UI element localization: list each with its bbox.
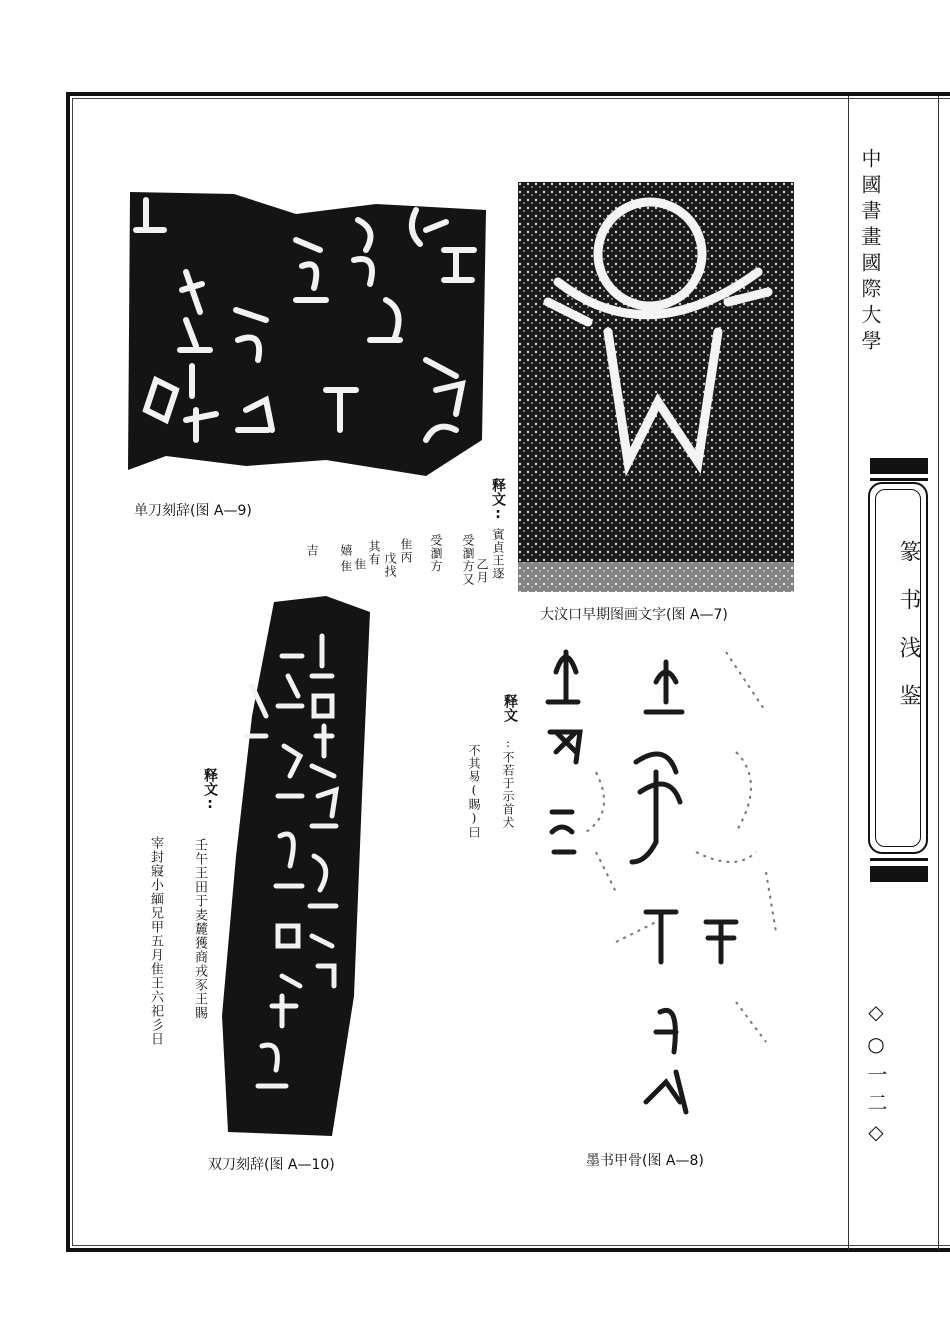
title-bar-bottom-thin bbox=[870, 858, 928, 861]
fig10-translation-line: 壬午王田于麦麓獲商戎豕王賜 bbox=[192, 838, 207, 1020]
fig9-translation-line: 乙月 bbox=[475, 558, 489, 584]
figure-a9-caption: 单刀刻辞(图 A—9) bbox=[134, 503, 252, 519]
rubbing-image-single-knife bbox=[126, 190, 488, 482]
page-number: ◇○一二◇ bbox=[864, 1000, 888, 1152]
rubbing-image-double-knife bbox=[222, 596, 370, 1136]
book-title: 篆书浅鉴 bbox=[896, 540, 921, 732]
oracle-bone-image-ink bbox=[536, 622, 792, 1132]
title-bar-bottom bbox=[870, 866, 928, 882]
title-bar-top-thin bbox=[870, 478, 928, 481]
fig9-translation-line: 隹 bbox=[353, 558, 367, 571]
fig9-translation-line: 戊找 bbox=[383, 552, 397, 578]
title-bar-top bbox=[870, 458, 928, 474]
fig9-translation-line: 嬉 bbox=[339, 544, 353, 557]
fig9-translation-line: 吉 bbox=[305, 544, 319, 557]
figure-a10-caption: 双刀刻辞(图 A—10) bbox=[208, 1157, 335, 1173]
fig9-translation-line: 隹丙 bbox=[399, 538, 413, 564]
fig9-translation-line: 受瀏方 bbox=[429, 534, 443, 573]
fig9-translation-line: 其有 bbox=[367, 540, 381, 566]
university-name: 中國書畫國際大學 bbox=[858, 148, 882, 356]
sidebar-rule-left bbox=[848, 96, 849, 1250]
fig9-translation-line: 隹 bbox=[339, 560, 353, 573]
fig8-translation-line: :不若于示首犬 bbox=[501, 736, 515, 829]
sidebar-rule-right bbox=[938, 96, 939, 1250]
fig10-translation-label: 释文: bbox=[202, 768, 218, 812]
fig8-translation-line: 不其易(賜)曰 bbox=[467, 744, 481, 839]
figure-a7-caption: 大汶口早期图画文字(图 A—7) bbox=[540, 607, 728, 623]
fig10-translation-line: 宰封寢小緬兄甲五月隹王六祀彡日 bbox=[148, 836, 163, 1046]
figure-a8-caption: 墨书甲骨(图 A—8) bbox=[586, 1153, 704, 1169]
fig9-translation-line: 賓貞王逐 bbox=[491, 528, 505, 580]
fig9-translation-label: 释文: bbox=[490, 478, 506, 522]
fig8-translation-label: 释文 bbox=[502, 694, 518, 722]
fig9-translation-line: 受瀏方又 bbox=[461, 534, 475, 586]
rubbing-image-dawenkou bbox=[518, 182, 794, 592]
